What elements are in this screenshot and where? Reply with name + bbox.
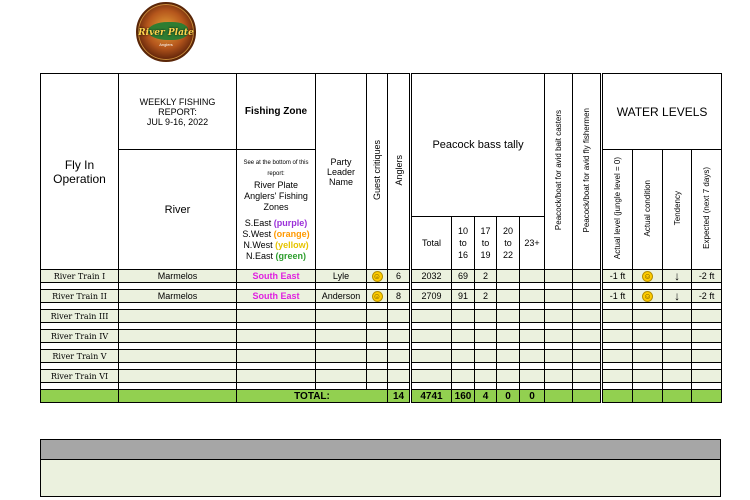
totals-anglers: 14 (388, 390, 411, 403)
guest-critiques-label: Guest critiques (372, 139, 382, 201)
spacer-row (41, 383, 722, 390)
row-17-19 (475, 370, 497, 383)
row-name: River Train IV (41, 330, 119, 343)
row-expected (692, 330, 722, 343)
row-critique (367, 270, 388, 283)
row-level: -1 ft (602, 290, 633, 303)
table-row (41, 330, 722, 343)
spacer-row (41, 323, 722, 330)
row-river: Marmelos (119, 290, 237, 303)
row-anglers (388, 310, 411, 323)
zone-se-prefix: S.East (244, 217, 272, 228)
row-condition (633, 310, 663, 323)
range-10-16-b: to (459, 238, 467, 248)
zone-ne (237, 251, 315, 262)
zone-sw-prefix: S.West (242, 228, 272, 239)
smiley-icon: ☺ (643, 271, 652, 281)
row-20-22 (497, 330, 520, 343)
row-expected: -2 ft (692, 290, 722, 303)
row-level: -1 ft (602, 270, 633, 283)
row-level (602, 310, 633, 323)
party-leader-header: Party Leader Name (316, 74, 367, 270)
row-level (602, 350, 633, 363)
fishing-report-table (40, 73, 722, 403)
row-20-22 (497, 370, 520, 383)
row-total (411, 370, 452, 383)
tendency-label: Tendency (672, 190, 682, 226)
range-17-19-b: to (481, 238, 490, 248)
row-leader (316, 330, 367, 343)
row-20-22 (497, 290, 520, 303)
smiley-icon: ☺ (643, 291, 652, 301)
water-levels-header: WATER LEVELS (602, 74, 722, 150)
row-expected: -2 ft (692, 270, 722, 283)
spacer-row (41, 283, 722, 290)
row-bait (545, 330, 573, 343)
row-bait (545, 270, 573, 283)
row-level (602, 330, 633, 343)
row-10-16 (452, 330, 475, 343)
row-fly (573, 330, 602, 343)
row-bait (545, 310, 573, 323)
row-river: Marmelos (119, 270, 237, 283)
row-critique (367, 370, 388, 383)
fly-fishermen-label: Peacock/boat for avid fly fishermen (582, 107, 592, 233)
row-10-16 (452, 370, 475, 383)
row-tendency (663, 370, 692, 383)
range-10-16-a: 10 (457, 226, 468, 236)
green-footer-band (40, 460, 721, 497)
logo-title: River Plate (138, 28, 194, 38)
range-17-19-header (475, 217, 497, 270)
row-bait (545, 290, 573, 303)
row-name: River Train I (41, 270, 119, 283)
row-anglers: 8 (388, 290, 411, 303)
range-20-22-c: 22 (502, 250, 513, 260)
row-anglers (388, 370, 411, 383)
row-zone: South East (237, 290, 316, 303)
row-condition (633, 270, 663, 283)
zone-note-2: River Plate Anglers' Fishing Zones (244, 179, 308, 212)
row-17-19: 2 (475, 290, 497, 303)
row-tendency (663, 310, 692, 323)
zone-ne-color: (green) (275, 250, 307, 261)
totals-23-plus: 0 (520, 390, 545, 403)
row-10-16: 69 (452, 270, 475, 283)
table-row (41, 350, 722, 363)
row-17-19: 2 (475, 270, 497, 283)
row-10-16: 91 (452, 290, 475, 303)
row-10-16 (452, 350, 475, 363)
row-name: River Train V (41, 350, 119, 363)
row-critique (367, 330, 388, 343)
row-anglers (388, 350, 411, 363)
peacock-tally-header: Peacock bass tally (411, 74, 545, 217)
row-level (602, 370, 633, 383)
zone-nw-prefix: N.West (243, 239, 273, 250)
smiley-icon: ☺ (372, 291, 382, 301)
row-leader (316, 350, 367, 363)
row-bait (545, 350, 573, 363)
row-expected (692, 310, 722, 323)
row-23-plus (520, 370, 545, 383)
expected-label: Expected (next 7 days) (702, 167, 712, 249)
fishing-zone-legend (237, 150, 316, 270)
row-tendency (663, 350, 692, 363)
total-col-header: Total (411, 217, 452, 270)
row-leader (316, 370, 367, 383)
table-row (41, 370, 722, 383)
row-expected (692, 350, 722, 363)
row-fly (573, 310, 602, 323)
fly-fishermen-header (573, 74, 602, 270)
row-total (411, 310, 452, 323)
row-total: 2709 (411, 290, 452, 303)
totals-total: 4741 (411, 390, 452, 403)
row-river (119, 330, 237, 343)
row-river (119, 350, 237, 363)
row-17-19 (475, 330, 497, 343)
range-10-16-c: 16 (457, 250, 468, 260)
row-zone (237, 350, 316, 363)
river-header: River (119, 150, 237, 270)
zone-se-color: (purple) (273, 217, 308, 228)
row-17-19 (475, 350, 497, 363)
fishing-zone-header: Fishing Zone (237, 74, 316, 150)
totals-20-22: 0 (497, 390, 520, 403)
row-23-plus (520, 270, 545, 283)
range-23-plus-header: 23+ (520, 217, 545, 270)
totals-17-19: 4 (475, 390, 497, 403)
spacer-row (41, 343, 722, 350)
row-condition (633, 330, 663, 343)
row-zone (237, 310, 316, 323)
range-17-19-c: 19 (480, 250, 491, 260)
actual-condition-header (633, 150, 663, 270)
row-fly (573, 270, 602, 283)
zone-sw (237, 229, 315, 240)
row-name: River Train II (41, 290, 119, 303)
zone-ne-prefix: N.East (245, 250, 273, 261)
weekly-report-header (119, 74, 237, 150)
actual-condition-label: Actual condition (643, 179, 653, 237)
row-name: River Train VI (41, 370, 119, 383)
row-17-19 (475, 310, 497, 323)
row-zone (237, 370, 316, 383)
gray-footer-band (40, 439, 721, 460)
row-name: River Train III (41, 310, 119, 323)
row-critique (367, 290, 388, 303)
range-10-16-header (452, 217, 475, 270)
row-condition (633, 350, 663, 363)
row-anglers (388, 330, 411, 343)
guest-critiques-header (367, 74, 388, 270)
zone-sw-color: (orange) (273, 228, 310, 239)
range-17-19-a: 17 (480, 226, 491, 236)
zone-se (237, 218, 315, 229)
actual-level-header (602, 150, 633, 270)
expected-header (692, 150, 722, 270)
row-total: 2032 (411, 270, 452, 283)
row-fly (573, 370, 602, 383)
row-zone: South East (237, 270, 316, 283)
zone-nw (237, 240, 315, 251)
row-leader (316, 310, 367, 323)
range-20-22-a: 20 (502, 226, 513, 236)
row-expected (692, 370, 722, 383)
spacer-row (41, 303, 722, 310)
zone-nw-color: (yellow) (275, 239, 309, 250)
range-20-22-header (497, 217, 520, 270)
actual-level-label: Actual level (jungle level = 0) (613, 156, 623, 260)
row-river (119, 370, 237, 383)
table-row (41, 270, 722, 283)
bait-casters-header (545, 74, 573, 270)
bait-casters-label: Peacock/boat for avid bait casters (554, 109, 564, 231)
row-total (411, 330, 452, 343)
table-row (41, 310, 722, 323)
row-23-plus (520, 330, 545, 343)
arrow-down-icon: ↓ (674, 269, 681, 283)
river-plate-logo (136, 2, 196, 62)
row-critique (367, 310, 388, 323)
row-condition (633, 370, 663, 383)
row-bait (545, 370, 573, 383)
totals-label: TOTAL: (237, 390, 388, 403)
fly-in-operation-header: Fly In Operation (41, 74, 119, 270)
totals-10-16: 160 (452, 390, 475, 403)
zone-note-1: See at the bottom of this report: (243, 159, 309, 177)
row-23-plus (520, 290, 545, 303)
row-23-plus (520, 350, 545, 363)
smiley-icon: ☺ (372, 271, 382, 281)
row-fly (573, 290, 602, 303)
row-leader: Lyle (316, 270, 367, 283)
row-total (411, 350, 452, 363)
row-zone (237, 330, 316, 343)
row-23-plus (520, 310, 545, 323)
weekly-report-dates: JUL 9-16, 2022 (146, 116, 209, 127)
weekly-report-title: WEEKLY FISHING REPORT: (139, 96, 216, 117)
logo-subtitle: Anglers (159, 42, 173, 47)
totals-row (41, 390, 722, 403)
row-20-22 (497, 310, 520, 323)
arrow-down-icon: ↓ (674, 289, 681, 303)
data-rows (41, 270, 722, 390)
row-river (119, 310, 237, 323)
row-condition (633, 290, 663, 303)
table-row (41, 290, 722, 303)
row-tendency (663, 270, 692, 283)
anglers-label: Anglers (393, 154, 404, 186)
row-leader: Anderson (316, 290, 367, 303)
row-anglers: 6 (388, 270, 411, 283)
row-fly (573, 350, 602, 363)
row-tendency (663, 290, 692, 303)
spacer-row (41, 363, 722, 370)
range-20-22-b: to (504, 238, 512, 248)
row-critique (367, 350, 388, 363)
row-20-22 (497, 350, 520, 363)
anglers-header (388, 74, 411, 270)
tendency-header (663, 150, 692, 270)
row-tendency (663, 330, 692, 343)
row-10-16 (452, 310, 475, 323)
row-20-22 (497, 270, 520, 283)
